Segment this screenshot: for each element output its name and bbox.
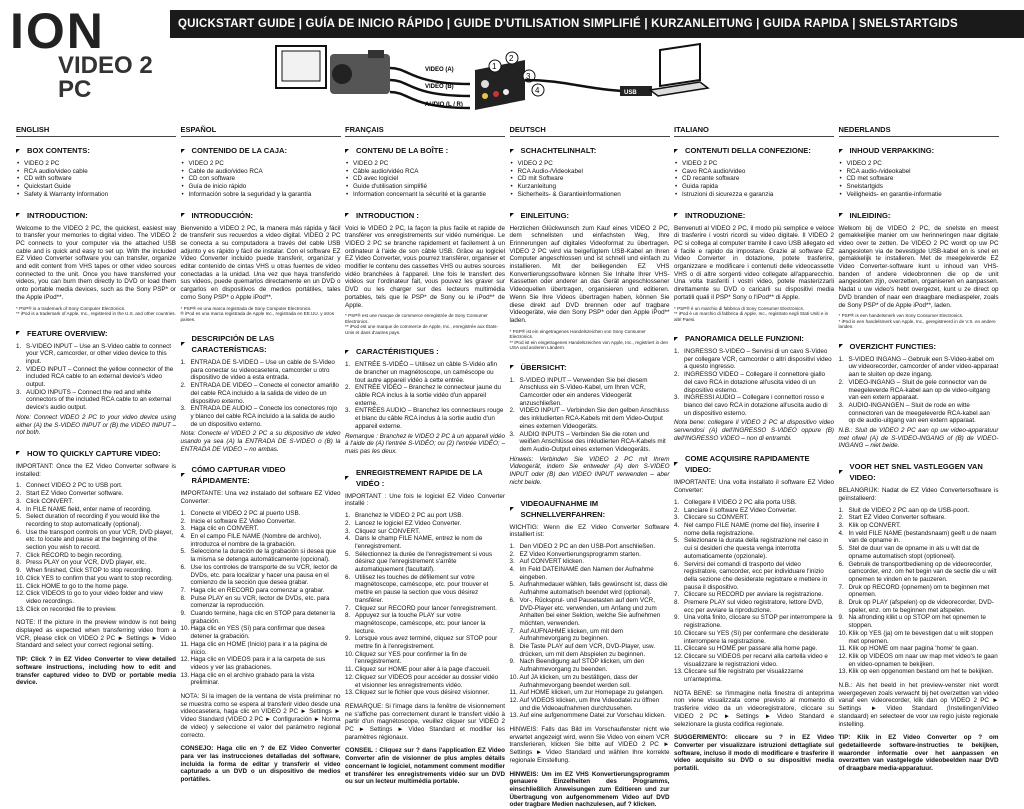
list-item: 5. Stel de duur van de opname in als u wilt dat de opname automatisch stopt (optioneel). — [838, 545, 980, 560]
feature-list — [674, 348, 834, 417]
capture-steps — [345, 512, 505, 697]
list-item: • Información sobre la seguridad y la garantía — [181, 191, 341, 199]
section-heading: PANORAMICA DELLE FUNZIONI: — [674, 333, 834, 344]
video-a-label: VIDEO (A) — [425, 67, 454, 73]
triangle-bullet-icon — [674, 337, 678, 341]
list-item: 1. ENTRÉE S-VIDÉO – Utilisez un câble S-Vidéo afin de brancher un magnétoscope, un caméscope ou tout autre appareil vidéo à cette entrée. — [345, 361, 497, 384]
list-item: 3. AUDIO INPUTS – Verbinden Sie die roten und weißen Anschlüsse des inkludierten RCA-Kabels mit dem Audio-Output eines externen Videogeräts. — [509, 430, 666, 453]
list-item: 3. ENTRÉES AUDIO – Branchez les connecteurs rouge et blanc du câble RCA inclus à la sortie audio d'un appareil externe. — [345, 407, 504, 430]
section-heading: ÜBERSICHT: — [510, 362, 670, 373]
language-column-5 — [838, 125, 999, 773]
triangle-bullet-icon — [345, 213, 349, 217]
preview-note: NOTA: Si la imagen de la ventana de vista preliminar no se muestra como se espera al transferir video desde una videocasetera, haga clic en VIDEO 2 PC ► Settings ► Video Standard (VIDEO 2 PC ► Configuración ► Norma de video) y seleccione el valor del parámetro regional correcto. — [180, 693, 341, 739]
language-heading: ESPAÑOL — [181, 125, 341, 137]
triangle-bullet-icon — [181, 342, 185, 346]
list-item: • RCA audio-/videokabel — [839, 168, 999, 176]
box-contents-list — [839, 160, 999, 199]
preview-note: N.B.: Als het beeld in het preview-venster niet wordt weergegeven zoals verwacht bij het overzetten van video vanaf een videorecorder, klik dan op VIDEO 2 PC ► Settings ► Video Standard (Instellingen/Video standaard) en selecteer de voor uw regio juiste regionale instelling. — [838, 682, 999, 728]
capture-intro: IMPORTANTE: Una vez instalado del software EZ Video Converter: — [180, 490, 341, 506]
feature-note: Note: Connect VIDEO 2 PC to your video device using either (A) the S-VIDEO INPUT or (B) the VIDEO INPUT – not both. — [16, 413, 176, 437]
list-item: 4. Nel campo FILE NAME (nome del file), inserire il nome della registrazione. — [674, 522, 820, 537]
capture-intro: BELANGRIJK: Nadat de EZ Video Convertersoftware is geïnstalleerd: — [838, 487, 999, 502]
list-item: 6. Servirsi dei comandi di trasporto del video registratore, camcorder, ecc per individuare l'inizio della sezione che desiderate registrare e mettere in pausa il dispositivo. — [674, 560, 828, 591]
capture-intro: WICHTIG: Wenn die EZ Video Converter Software installiert ist: — [509, 523, 670, 539]
trademark-footnote: * PSP® is een handelsmerk van Sony Consumer Electronics. * iPod is een handelsmerk van Apple, Inc., geregistreerd in de V.S. en andere landen. — [838, 313, 996, 330]
triangle-bullet-icon — [181, 213, 185, 217]
list-item: 13. Klik op een opgenomen bestand om het te bekijken. — [838, 668, 994, 676]
list-item: • VIDEO 2 PC — [839, 160, 999, 168]
list-item: 3. AUDIO-INGANGEN – Sluit de rode en witte connectoren van de meegeleverde RCA-kabel aan op de audio-uitgang van een extern apparaat. — [838, 401, 990, 425]
list-item: 13. Haga clic en el archivo grabado para la vista preliminar. — [180, 671, 315, 687]
list-item: 2. Start EZ Video Converter software. — [838, 514, 947, 522]
list-item: 1. Sluit de VIDEO 2 PC aan op de USB-poort. — [838, 506, 970, 514]
list-item: 11. Auf HOME klicken, um zur Homepage zu gelangen. — [509, 689, 664, 697]
list-item: 9. Una volta finito, cliccare su STOP per interrompere la registrazione. — [674, 614, 833, 630]
list-item: 2. EZ Video Konvertierungsprogramm starten. — [509, 550, 641, 558]
list-item: 3. Klik op CONVERT. — [838, 522, 901, 529]
tip-paragraph: CONSEIL : Cliquez sur ? dans l'application EZ Video Converter afin de visionner de plus amples détails concernant le logiciel, notamment comment modifier et transférer les enregistrements vidéo sur un DVD ou sur un lecteur multimédia portable. — [345, 747, 505, 786]
list-item: • CD recante software — [674, 175, 834, 183]
list-item: 3. INGRESSI AUDIO – Collegare i connettori rosso e bianco del cavo RCA in dotazione all'uscita audio di un dispositivo esterno. — [674, 394, 828, 417]
list-item: 12. Cliccare su VIDEOS per recarvi alla cartella video e visualizzare le registrazioni video. — [674, 652, 828, 668]
list-item: 6. Use los controles de transporte de su VCR, lector de DVDs, etc. para localizar y hacer una pausa en el comienzo de la sección que desea grabar. — [180, 563, 338, 587]
intro-paragraph: Bienvenido a VIDEO 2 PC, la manera más rápida y fácil de transferir sus recuerdos a video digital. VIDEO 2 PC se conecta a su computadora a través del cable USB adjunto y es rápido y fácil de instalar. Con el software EZ Video Converter incluido puede transferir, organizar y editar contenido de cintas VHS u otras fuentes de video conectadas a la unidad. Una vez que haya transferido sus videos, puede quemarlos directamente en un DVD o cargarlos en dispositivos de medios portátiles, tales como Sony PSP* o Apple iPod**. — [180, 224, 341, 301]
list-item: • Cavo RCA audio/video — [674, 168, 834, 176]
feature-note: Hinweis: Verbinden Sie VIDEO 2 PC mit Ihrem Videogerät, indem Sie entweder (A) den S-VIDEO INPUT oder (B) den VIDEO INPUT verwenden – aber nicht beide. — [509, 455, 670, 486]
svg-text:1: 1 — [492, 62, 497, 71]
list-item: 5. Sélectionnez la durée de l'enregistrement si vous désirez que l'enregistrement s'arrête automatiquement (facultatif). — [345, 550, 493, 574]
intro-paragraph: Voici le VIDEO 2 PC, la façon la plus facile et rapide de transférer vos enregistrements sur vidéo numérique. Le VIDEO 2 PC se branche rapidement et facilement à un ordinateur à l'aide de son câble USB. Grâce au logiciel EZ Video Converter, vous pourrez transférer, organiser et modifier le contenu des cassettes VHS ou autres sources vidéo branchées à l'appareil. Une fois le transfert des vidéos sur l'ordinateur fait, vous pouvez les graver sur DVD ou les charger sur des lecteurs multimédia portables, tels que le PSP* de Sony ou le iPod** de Apple. — [345, 224, 505, 309]
section-heading: INLEIDING: — [839, 210, 999, 221]
list-item: • CD met software — [839, 175, 999, 183]
box-contents-list — [181, 160, 341, 199]
list-item: • RCA Audio-/Videokabel — [510, 168, 670, 176]
list-item: 4. Dans le champ FILE NAME, entrez le nom de l'enregistrement. — [345, 535, 483, 550]
list-item: 2. Inicie el software EZ Video Converter. — [180, 517, 296, 525]
list-item: 8. Appuyez sur la touche PLAY sur votre magnétoscope, caméscope, etc. pour lancer la lecture. — [345, 612, 486, 635]
list-item: 5. Seleccione la duración de la grabación si desea que la misma se detenga automáticamente (opcional). — [180, 548, 337, 564]
list-item: • Guide d'utilisation simplifié — [345, 183, 505, 191]
tip-paragraph: HINWEIS: Um im EZ VHS Konvertierungsprogramm genauere Einzelheiten des Programms, einschließlich Anweisungen zum Editieren und zur Übertragung von aufgenommenem Video auf DVD oder tragbare Medien nachzulesen, auf ? klicken. — [509, 770, 670, 809]
triangle-bullet-icon — [510, 507, 514, 511]
list-item: 7. Click RECORD to begin recording. — [16, 551, 123, 559]
list-item: 13. Click on recorded file to preview. — [16, 605, 117, 613]
list-item: 6. Utilisez les touches de défilement sur votre magnétoscope, caméscope, etc. pour trouver et mettre en pause la section que vous désirez transférer. — [345, 573, 489, 604]
audio-label: AUDIO (L / R) — [425, 102, 463, 108]
list-item: • VIDEO 2 PC — [674, 160, 834, 168]
list-item: 2. ENTRÉE VIDÉO – Branchez le connecteur jaune du câble RCA inclus à la sortie vidéo d'un appareil externe. — [345, 384, 501, 407]
list-item: 12. Auf VIDEOS klicken, um Ihre Videodatei zu öffnen und die Videoaufnahmen durchzusehen. — [509, 696, 660, 712]
preview-note: NOTE: If the picture in the preview window is not being displayed as expected when transferring video from a VCR, please click on VIDEO 2 PC ► Settings ► Video Standard and select your correct regional setting. — [16, 619, 176, 650]
list-item: • Veiligheids- en garantie-informatie — [839, 191, 999, 199]
list-item: 9. Na afronding klikt u op STOP om het opnemen te stoppen. — [838, 614, 986, 630]
list-item: • CD avec logiciel — [345, 175, 505, 183]
box-contents-list — [674, 160, 834, 199]
list-item: 10. Auf JA klicken, um zu bestätigen, dass der Aufnahmevorgang beendet werden soll. — [509, 673, 638, 689]
capture-intro: IMPORTANT: Once the EZ Video Converter software is installed: — [16, 462, 176, 478]
list-item: 1. Collegare il VIDEO 2 PC alla porta USB. — [674, 498, 797, 506]
triangle-bullet-icon — [345, 476, 349, 480]
trademark-footnote: * PSP® is a trademark of Sony Computer Electronics. ** iPod is a trademark of Apple, Inc., registered in the U.S. and other countries. — [16, 305, 176, 317]
list-item: • VIDEO 2 PC — [16, 160, 176, 168]
list-item: 3. Click CONVERT. — [16, 497, 74, 505]
feature-list — [510, 377, 670, 454]
list-item: 12. Haga clic en VIDEOS para ir a la carpeta de sus videos y ver las grabaciones. — [180, 656, 326, 671]
section-heading: CARACTÉRISTIQUES : — [345, 346, 505, 357]
list-item: 7. Haga clic en RECORD para comenzar a grabar. — [180, 586, 325, 594]
section-heading: INTRODUZIONE: — [674, 210, 834, 221]
list-item: 2. Start EZ Video Converter software. — [16, 490, 124, 498]
section-heading: FEATURE OVERVIEW: — [16, 328, 176, 339]
triangle-bullet-icon — [510, 213, 514, 217]
list-item: 4. In FILE NAME field, enter name of recording. — [16, 505, 152, 513]
language-heading: FRANÇAIS — [345, 125, 505, 137]
list-item: • CD con software — [181, 175, 341, 183]
list-item: 1. Branchez le VIDEO 2 PC au port USB. — [345, 512, 464, 520]
section-heading: ENREGISTREMENT RAPIDE DE LA VIDÉO : — [345, 467, 505, 489]
section-heading: OVERZICHT FUNCTIES: — [839, 341, 999, 352]
list-item: 3. Auf CONVERT klicken. — [509, 558, 585, 566]
list-item: 8. Druk op PLAY (afspelen) op de videorecorder, DVD-speler, enz. om te beginnen met afspelen. — [838, 599, 994, 614]
list-item: • Information concernant la sécurité et la garantie — [345, 191, 505, 199]
list-item: 8. Die Taste PLAY auf dem VCR, DVD-Player, usw. drücken, um mit dem Abspielen zu beginnen. — [509, 643, 655, 658]
feature-note: N.B.: Sluit de VIDEO 2 PC aan op uw video-apparatuur met ofwel (A) de S-VIDEO-INGANG of (B) de VIDEO-INGANG – niet beide. — [838, 427, 999, 450]
language-heading: ITALIANO — [674, 125, 834, 137]
triangle-bullet-icon — [510, 365, 514, 369]
list-item: 2. Lancez le logiciel EZ Video Converter. — [345, 519, 462, 527]
feature-list — [181, 359, 341, 428]
list-item: 2. Lanciare il software EZ Video Converter. — [674, 506, 797, 514]
list-item: • Kurzanleitung — [510, 183, 670, 191]
feature-list — [839, 356, 999, 425]
list-item: 1. S-VIDEO INPUT – Use an S-Video cable to connect your VCR, camcorder, or other video device to this input. — [16, 342, 172, 365]
section-heading: INTRODUCTION : — [345, 210, 505, 221]
list-item: 8. Premere PLAY sul video registratore, lettore DVD, ecc per avviare la riproduzione. — [674, 599, 824, 614]
tip-paragraph: TIP: Click ? in EZ Video Converter to view detailed software instructions, including how to edit and transfer captured video to DVD or portable media device. — [16, 656, 176, 687]
list-item: 7. Cliquez sur RECORD pour lancer l'enregistrement. — [345, 604, 497, 612]
box-contents-list — [510, 160, 670, 199]
section-heading: INTRODUCTION: — [16, 210, 176, 221]
box-contents-list — [345, 160, 505, 199]
section-heading: DESCRIPCIÓN DE LAS CARACTERÍSTICAS: — [181, 333, 341, 355]
list-item: • RCA audio/video cable — [16, 168, 176, 176]
triangle-bullet-icon — [674, 213, 678, 217]
list-item: 3. Cliccare su CONVERT. — [674, 514, 749, 522]
list-item: 13. Cliquez sur le fichier que vous désirez visionner. — [345, 689, 490, 697]
language-column-1 — [180, 125, 341, 784]
capture-steps — [16, 482, 176, 613]
list-item: 1. Den VIDEO 2 PC an den USB-Port anschließen. — [509, 542, 655, 550]
list-item: • CD with software — [16, 175, 176, 183]
list-item: 5. Select duration of recording if you would like the recording to stop automatically (optional). — [16, 513, 160, 528]
language-column-4 — [674, 125, 834, 773]
svg-text:2: 2 — [509, 54, 514, 63]
intro-paragraph: Benvenuti al VIDEO 2 PC, il modo più semplice e veloce di trasferire i vostri ricordi su video digitale. Il VIDEO 2 PC si collega al computer tramite il cavo USB allegato ed è facile e rapido da impostare. Grazie al software EZ Video Converter in dotazione, potete trasferire, organizzare e modificare i contenuti delle videocassette VHS o di altre sorgenti video collegate all'apparecchio. Una volta trasferiti i vostri video, potete masterizzarli direttamente su DVD o caricarli su dispositivi media portatili quali il PSP* Sony o l'iPod** di Apple. — [674, 224, 834, 301]
triangle-bullet-icon — [181, 149, 185, 153]
language-heading: DEUTSCH — [510, 125, 670, 137]
list-item: 6. Gebruik de transportbediening op de videorecorder, camcorder, enz. om het begin van de sectie die u wilt opnemen te vinden en te pauzeren. — [838, 560, 997, 583]
triangle-bullet-icon — [345, 350, 349, 354]
preview-note: REMARQUE: Si l'image dans la fenêtre de visionnement ne s'affiche pas correctement durant le transfert vidéo à partir d'un magnétoscope, veuillez cliquer sur VIDEO 2 PC ► Settings ► Video Standard et modifier les paramètres régionaux. — [345, 702, 505, 741]
list-item: 4. Im Feld DATEINAME den Namen der Aufnahme eingeben. — [509, 566, 654, 581]
list-item: 8. Press PLAY on your VCR, DVD player, etc. — [16, 559, 147, 567]
capture-steps — [510, 543, 670, 720]
list-item: 7. Cliccare su RECORD per avviare la registrazione. — [674, 591, 824, 599]
triangle-bullet-icon — [16, 331, 20, 335]
triangle-bullet-icon — [674, 462, 678, 466]
trademark-footnote: * PSP® ist ein eingetragenes Handelszeichen von Sony Consumer Electronics. ** iPod ist ein eingetragenes Handelszeichen von Apple, Inc., registriert in den USA und anderen Ländern. — [509, 328, 669, 351]
section-heading: VOOR HET SNEL VASTLEGGEN VAN VIDEO: — [839, 461, 999, 483]
list-item: 10. Cliquez sur YES pour confirmer la fin de l'enregistrement. — [345, 650, 467, 666]
triangle-bullet-icon — [16, 213, 20, 217]
list-item: 9. Lorsque vous avez terminé, cliquez sur STOP pour mettre fin à l'enregistrement. — [345, 635, 498, 651]
list-item: 11. Cliquez sur HOME pour aller à la page d'accueil. — [345, 666, 491, 674]
list-item: 1. INGRESSO S-VIDEO – Servirsi di un cavo S-Video per collegare VCR, camcorder o altri dispositivi video a questo ingresso. — [674, 348, 832, 371]
tip-paragraph: SUGGERIMENTO: cliccare su ? in EZ Video Converter per visualizzare istruzioni dettagliate sul software, incluso il modo di modificare e trasferire il video acquisito su DVD o su dispositivi media portatili. — [674, 734, 834, 773]
list-item: 7. Auf AUFNAHME klicken, um mit dem Aufnahmevorgang zu beginnen. — [509, 627, 624, 643]
list-item: 1. Conecte el VIDEO 2 PC al puerto USB. — [180, 509, 301, 517]
camcorder-icon — [330, 50, 390, 94]
list-item: 2. VIDEO INPUT – Verbinden Sie den gelben Anschluss des inkludierten RCA-Kabels mit dem Video-Output eines externen Videogeräts. — [509, 407, 669, 430]
list-item: • Snelstartgids — [839, 183, 999, 191]
header — [0, 0, 1024, 120]
list-item: • Guida rapida — [674, 183, 834, 191]
list-item: • VIDEO 2 PC — [181, 160, 341, 168]
list-item: • Cable de audio/video RCA — [181, 168, 341, 176]
list-item: 12. Klik op VIDEOS om naar uw map met video's te gaan en video-opnamen te bekijken. — [838, 652, 998, 668]
section-heading: CONTENU DE LA BOÎTE : — [345, 145, 505, 156]
language-column-3 — [509, 125, 670, 809]
video-b-label: VIDEO (B) — [425, 84, 454, 90]
list-item: 6. Vor-, Rücksprul- und Pausetasten auf dem VCR, DVD-Player etc. verwenden, um Anfang und zum Anhalten bei einer Sektion, welche Sie aufnehmen möchten, verwenden. — [509, 596, 661, 627]
capture-steps — [674, 499, 834, 684]
capture-intro: IMPORTANT : Une fois le logiciel EZ Video Converter installé : — [345, 492, 505, 508]
list-item: 2. VIDEO-INGANG – Sluit de gele connector van de meegeleverde RCA-kabel aan op de video-uitgang van een extern apparaat. — [838, 378, 990, 402]
list-item: 9. Cuando termine, haga clic en STOP para detener la grabación. — [180, 610, 336, 625]
list-item: 10. Cliccare su YES (Sì) per confermare che desiderate interrompere la registrazione. — [674, 629, 829, 645]
intro-paragraph: Welcome to the VIDEO 2 PC, the quickest, easiest way to transfer your memories to digital video. The VIDEO 2 PC connects to your computer via the attached USB cable and is quick and easy to set up. With the included EZ Video Converter software you can transfer, organize and edit content from VHS tapes or other video sources connected to the unit. Once you have transferred your videos, you can burn them directly to DVD or load them onto portable media devices, such as the Sony PSP* or the Apple iPod**. — [16, 224, 176, 301]
triangle-bullet-icon — [16, 149, 20, 153]
capture-steps — [839, 507, 999, 676]
list-item: • Quickstart Guide — [16, 183, 176, 191]
section-heading: CONTENIDO DE LA CAJA: — [181, 145, 341, 156]
list-item: 11. Haga clic en HOME (Inicio) para ir a la página de inicio. — [180, 640, 328, 656]
list-item: 11. Click HOME to go to the home page. — [16, 582, 129, 590]
svg-text:3: 3 — [526, 72, 531, 81]
feature-list — [16, 343, 176, 412]
section-heading: BOX CONTENTS: — [16, 145, 176, 156]
tip-paragraph: TIP: Klik in EZ Video Converter op ? om gedetailleerde software-instructies te bekijken, waaronder informatie over het aanpassen en overzetten van vastgelegde videobeelden naar DVD of draagbare media-apparatuur. — [838, 734, 999, 773]
language-columns — [16, 125, 1020, 809]
feature-note: Nota bene: collegare il VIDEO 2 PC al dispositivo video servendosi (A) dell'INGRESSO S-VIDEO oppure (B) dell'INGRESSO VIDEO – non di entrambi. — [674, 419, 834, 442]
list-item: • VIDEO 2 PC — [345, 160, 505, 168]
list-item: • Câble audio/vidéo RCA — [345, 168, 505, 176]
list-item: 5. Selezionare la durata della registrazione nel caso in cui si desideri che questa venga interrotta automaticamente (opzionale). — [674, 537, 829, 560]
list-item: 1. Connect VIDEO 2 PC to USB port. — [16, 482, 123, 490]
list-item: • CD mit Software — [510, 175, 670, 183]
list-item: 11. Klik op HOME om naar pagina 'home' te gaan. — [838, 645, 978, 653]
triangle-bullet-icon — [839, 470, 843, 474]
triangle-bullet-icon — [839, 344, 843, 348]
section-heading: COME ACQUISIRE RAPIDAMENTE VIDEO: — [674, 453, 834, 475]
section-heading: VIDEOAUFNAHME IM SCHNELLVERFAHREN: — [510, 498, 670, 520]
language-column-2 — [345, 125, 505, 786]
capture-intro: IMPORTANTE: Una volta installato il software EZ Video Converter: — [674, 479, 834, 495]
usb-label: USB — [624, 90, 637, 96]
list-item: 2. VIDEO INPUT – Connect the yellow connector of the included RCA cable to an external device's video output. — [16, 365, 174, 389]
list-item: 13. Cliccare sul file registrato per visualizzarne un'anteprima. — [674, 668, 804, 684]
list-item: 12. Cliquez sur VIDEOS pour accéder au dossier vidéo et visionner les enregistrements vidéo. — [345, 673, 499, 689]
list-item: 6. Use the transport controls on your VCR, DVD player, etc. to locate and pause at the beginning of the section you wish to record. — [16, 528, 173, 552]
box-contents-list — [16, 160, 176, 199]
list-item: 10. Klik op YES (ja) om te bevestigen dat u wilt stoppen met opnemen. — [838, 629, 993, 645]
triangle-bullet-icon — [674, 149, 678, 153]
list-item: 10. Haga clic en YES (Sí) para confirmar que desea detener la grabación. — [180, 625, 325, 641]
section-heading: INTRODUCCIÓN: — [181, 210, 341, 221]
language-column-0 — [16, 125, 176, 765]
feature-note: Remarque : Branchez le VIDEO 2 PC à un appareil vidéo à l'aide de (A) l'entrée S-VIDÉO; ou (2) l'entrée VIDÉO; – mais pas les deux. — [345, 432, 505, 455]
laptop-icon — [650, 44, 708, 96]
list-item: 9. Nach Beendigung auf STOP klicken, um den Aufnahmevorgang zu beenden. — [509, 658, 645, 674]
list-item: 3. Haga clic en CONVERT. — [180, 525, 259, 533]
product-name: VIDEO 2 PC — [58, 52, 153, 103]
list-item: 4. En el campo FILE NAME (Nombre de archivo), introduzca el nombre de la grabación. — [180, 533, 322, 548]
section-heading: CONTENUTI DELLA CONFEZIONE: — [674, 145, 834, 156]
triangle-bullet-icon — [839, 149, 843, 153]
trademark-footnote: * PSP® es una marca registrada de Sony Computer Electronics. ® iPod es una marca registrada de Apple Inc., registrada en EE.UU. y otros países. — [180, 305, 335, 322]
list-item: 1. S-VIDEO INPUT – Verwenden Sie bei diesem Anschluss ein S-Video-Kabel, um Ihren VCR, Camcorder oder ein anderes Videogerät anzuschließen. — [509, 376, 648, 407]
section-heading: SCHACHTELINHALT: — [510, 145, 670, 156]
feature-note: Nota: Conecte el VIDEO 2 PC a su dispositivo de video usando ya sea (A) la ENTRADA DE S-VIDEO o (B) la ENTRADA DE VIDEO – no ambas. — [180, 430, 341, 453]
list-item: • Guía de inicio rápido — [181, 183, 341, 191]
list-item: • Istruzioni di sicurezza e garanzia — [674, 191, 834, 199]
list-item: 8. Pulse PLAY en su VCR, lector de DVDs, etc. para comenzar la reproducción. — [180, 594, 330, 610]
triangle-bullet-icon — [839, 213, 843, 217]
list-item: • Safety & Warranty Information — [16, 191, 176, 199]
preview-note: HINWEIS: Falls das Bild im Vorschaufenster nicht wie erwartet angezeigt wird, wenn Sie Video von einem VCR transferieren, klicken Sie bitte auf VIDEO 2 PC ► Settings ► Video Standard und wählen Ihre korrekte regionale Einstellung. — [509, 726, 670, 764]
list-item: 13. Auf eine aufgenommene Datei zur Vorschau klicken. — [509, 712, 666, 720]
triangle-bullet-icon — [16, 451, 20, 455]
feature-list — [345, 361, 505, 430]
tip-paragraph: CONSEJO: Haga clic en ? de EZ Video Converter para ver las instrucciones detalladas del software, incluida la forma de editar y transferir el video capturado a un DVD o un dispositivo de medios portátiles. — [180, 745, 341, 784]
language-heading: ENGLISH — [16, 125, 176, 137]
list-item: • VIDEO 2 PC — [510, 160, 670, 168]
trademark-footnote: * PSP® è un marchio di fabbrica di Sony Consumer Electronics. ** iPod è un marchio di fabbrica di Apple, Inc., registrato negli Stati Uniti e in altri Paesi. — [674, 305, 829, 322]
list-item: 4. In veld FILE NAME (bestandsnaam) geeft u de naam van de opname in. — [838, 529, 997, 545]
brand-logo — [10, 3, 180, 103]
list-item: 3. Cliquez sur CONVERT. — [345, 527, 420, 535]
list-item: 2. ENTRADA DE VIDEO – Conecte el conector amarillo del cable RCA incluido a la salida de video de un dispositivo externo. — [180, 382, 339, 405]
list-item: 10. Click YES to confirm that you want to stop recording. — [16, 574, 173, 582]
section-heading: INHOUD VERPAKKING: — [839, 145, 999, 156]
list-item: 11. Cliccare su HOME per passare alla home page. — [674, 645, 818, 653]
connection-diagram — [270, 40, 710, 120]
triangle-bullet-icon — [345, 149, 349, 153]
section-heading: EINLEITUNG: — [510, 210, 670, 221]
language-heading: NEDERLANDS — [839, 125, 999, 137]
list-item: 12. Click VIDEOS to go to your video folder and view video recordings. — [16, 590, 163, 605]
brand-name: ION — [10, 3, 105, 59]
list-item: 1. S-VIDEO INGANG – Gebruik een S-Video-kabel om uw videorecorder, camcorder of ander video-apparaat aan te sluiten op deze ingang. — [838, 355, 999, 379]
list-item: 9. When finished, Click STOP to stop recording. — [16, 567, 153, 575]
list-item: 1. ENTRADA DE S-VIDEO – Use un cable de S-Video para conectar su videocasetera, camcorder u otro dispositivo de video a esta entrada. — [180, 359, 335, 382]
section-heading: CÓMO CAPTURAR VIDEO RÁPIDAMENTE: — [181, 464, 341, 486]
list-item: 3. ENTRADA DE AUDIO – Conecte los conectores rojo y blanco del cable RCA incluido a la salida de audio de un dispositivo externo. — [180, 405, 338, 428]
svg-text:4: 4 — [535, 86, 540, 95]
list-item: 2. INGRESSO VIDEO – Collegare il connettore giallo del cavo RCA in dotazione all'uscita video di un dispositivo esterno. — [674, 371, 826, 394]
list-item: 7. Druk op RECORD (opnemen) om te beginnen met opnemen. — [838, 583, 990, 599]
list-item: • Sicherheits- & Garantieinformationen — [510, 191, 670, 199]
list-item: 5. Aufnahmedauer wählen, falls gewünscht ist, dass die Aufnahme automatisch beendet wird (optional). — [509, 581, 668, 597]
capture-steps — [181, 510, 341, 687]
preview-note: NOTA BENE: se l'immagine nella finestra di anteprima non viene visualizzata come previsto al momento di trasferire video da un videoregistratore, cliccare su VIDEO 2 PC ► Settings ► Video Standard e selezionare la giusta codifica regionale. — [674, 689, 834, 728]
intro-paragraph: Herzlichen Glückwunsch zum Kauf eines VIDEO 2 PC, dem schnellsten und einfachsten Weg, Ihre Erinnerungen auf digitales Videoformat zu übertragen. VIDEO 2 PC wird via beigefügtem USB-Kabel an Ihren Computer angeschlossen und ist schnell und einfach zu installieren. Mit der beiliegenden EZ VHS Konvertierungssoftware können Sie Inhalte Ihrer VHS-Kassetten oder anderer an das Gerät angeschlossener Videoquellen übertragen, organisieren und editieren. Wenn Sie Ihre Videos übertragen haben, können Sie diese direkt auf DVD brennen oder auf tragbare Videogeräte, wie den Sony PSP* oder den Apple iPod** laden. — [509, 224, 670, 324]
section-heading: HOW TO QUICKLY CAPTURE VIDEO: — [16, 448, 176, 459]
intro-paragraph: Welkom bij de VIDEO 2 PC, de snelste en meest gemakkelijke manier om uw herinneringen naar digitale video over te zetten. De VIDEO 2 PC wordt op uw PC aangesloten via de bevestigde USB-kabel en is snel en gemakkelijk te installeren. Met de meegeleverde EZ Video Converter-software kunt u inhoud van VHS-banden of andere videobronnen die op de unit aangesloten zijn, overzetten, organiseren en aanpassen. Nadat u uw video's hebt overgezet, kunt u ze direct op DVD branden of naar een draagbare mediaspeler, zoals de Sony PSP* of de Apple iPod**, laden. — [838, 224, 999, 309]
triangle-bullet-icon — [510, 149, 514, 153]
list-item: 3. AUDIO INPUTS – Connect the red and white connectors of the included RCA cable to an external device's audio output. — [16, 388, 171, 412]
trademark-footnote: * PSP® est une marque de commerce enregistrée de Sony Consumer Electronics. ** iPod est une marque de commerce de Apple, Inc., enregistrée aux États-Unis et dans d'autres pays. — [345, 313, 498, 335]
triangle-bullet-icon — [181, 473, 185, 477]
title-banner: QUICKSTART GUIDE | GUÍA DE INICIO RÁPIDO | GUIDE D'UTILISATION SIMPLIFIÉ | KURZANLEITUNG | GUIDA RAPIDA | SNELSTARTGIDS — [170, 10, 1024, 38]
